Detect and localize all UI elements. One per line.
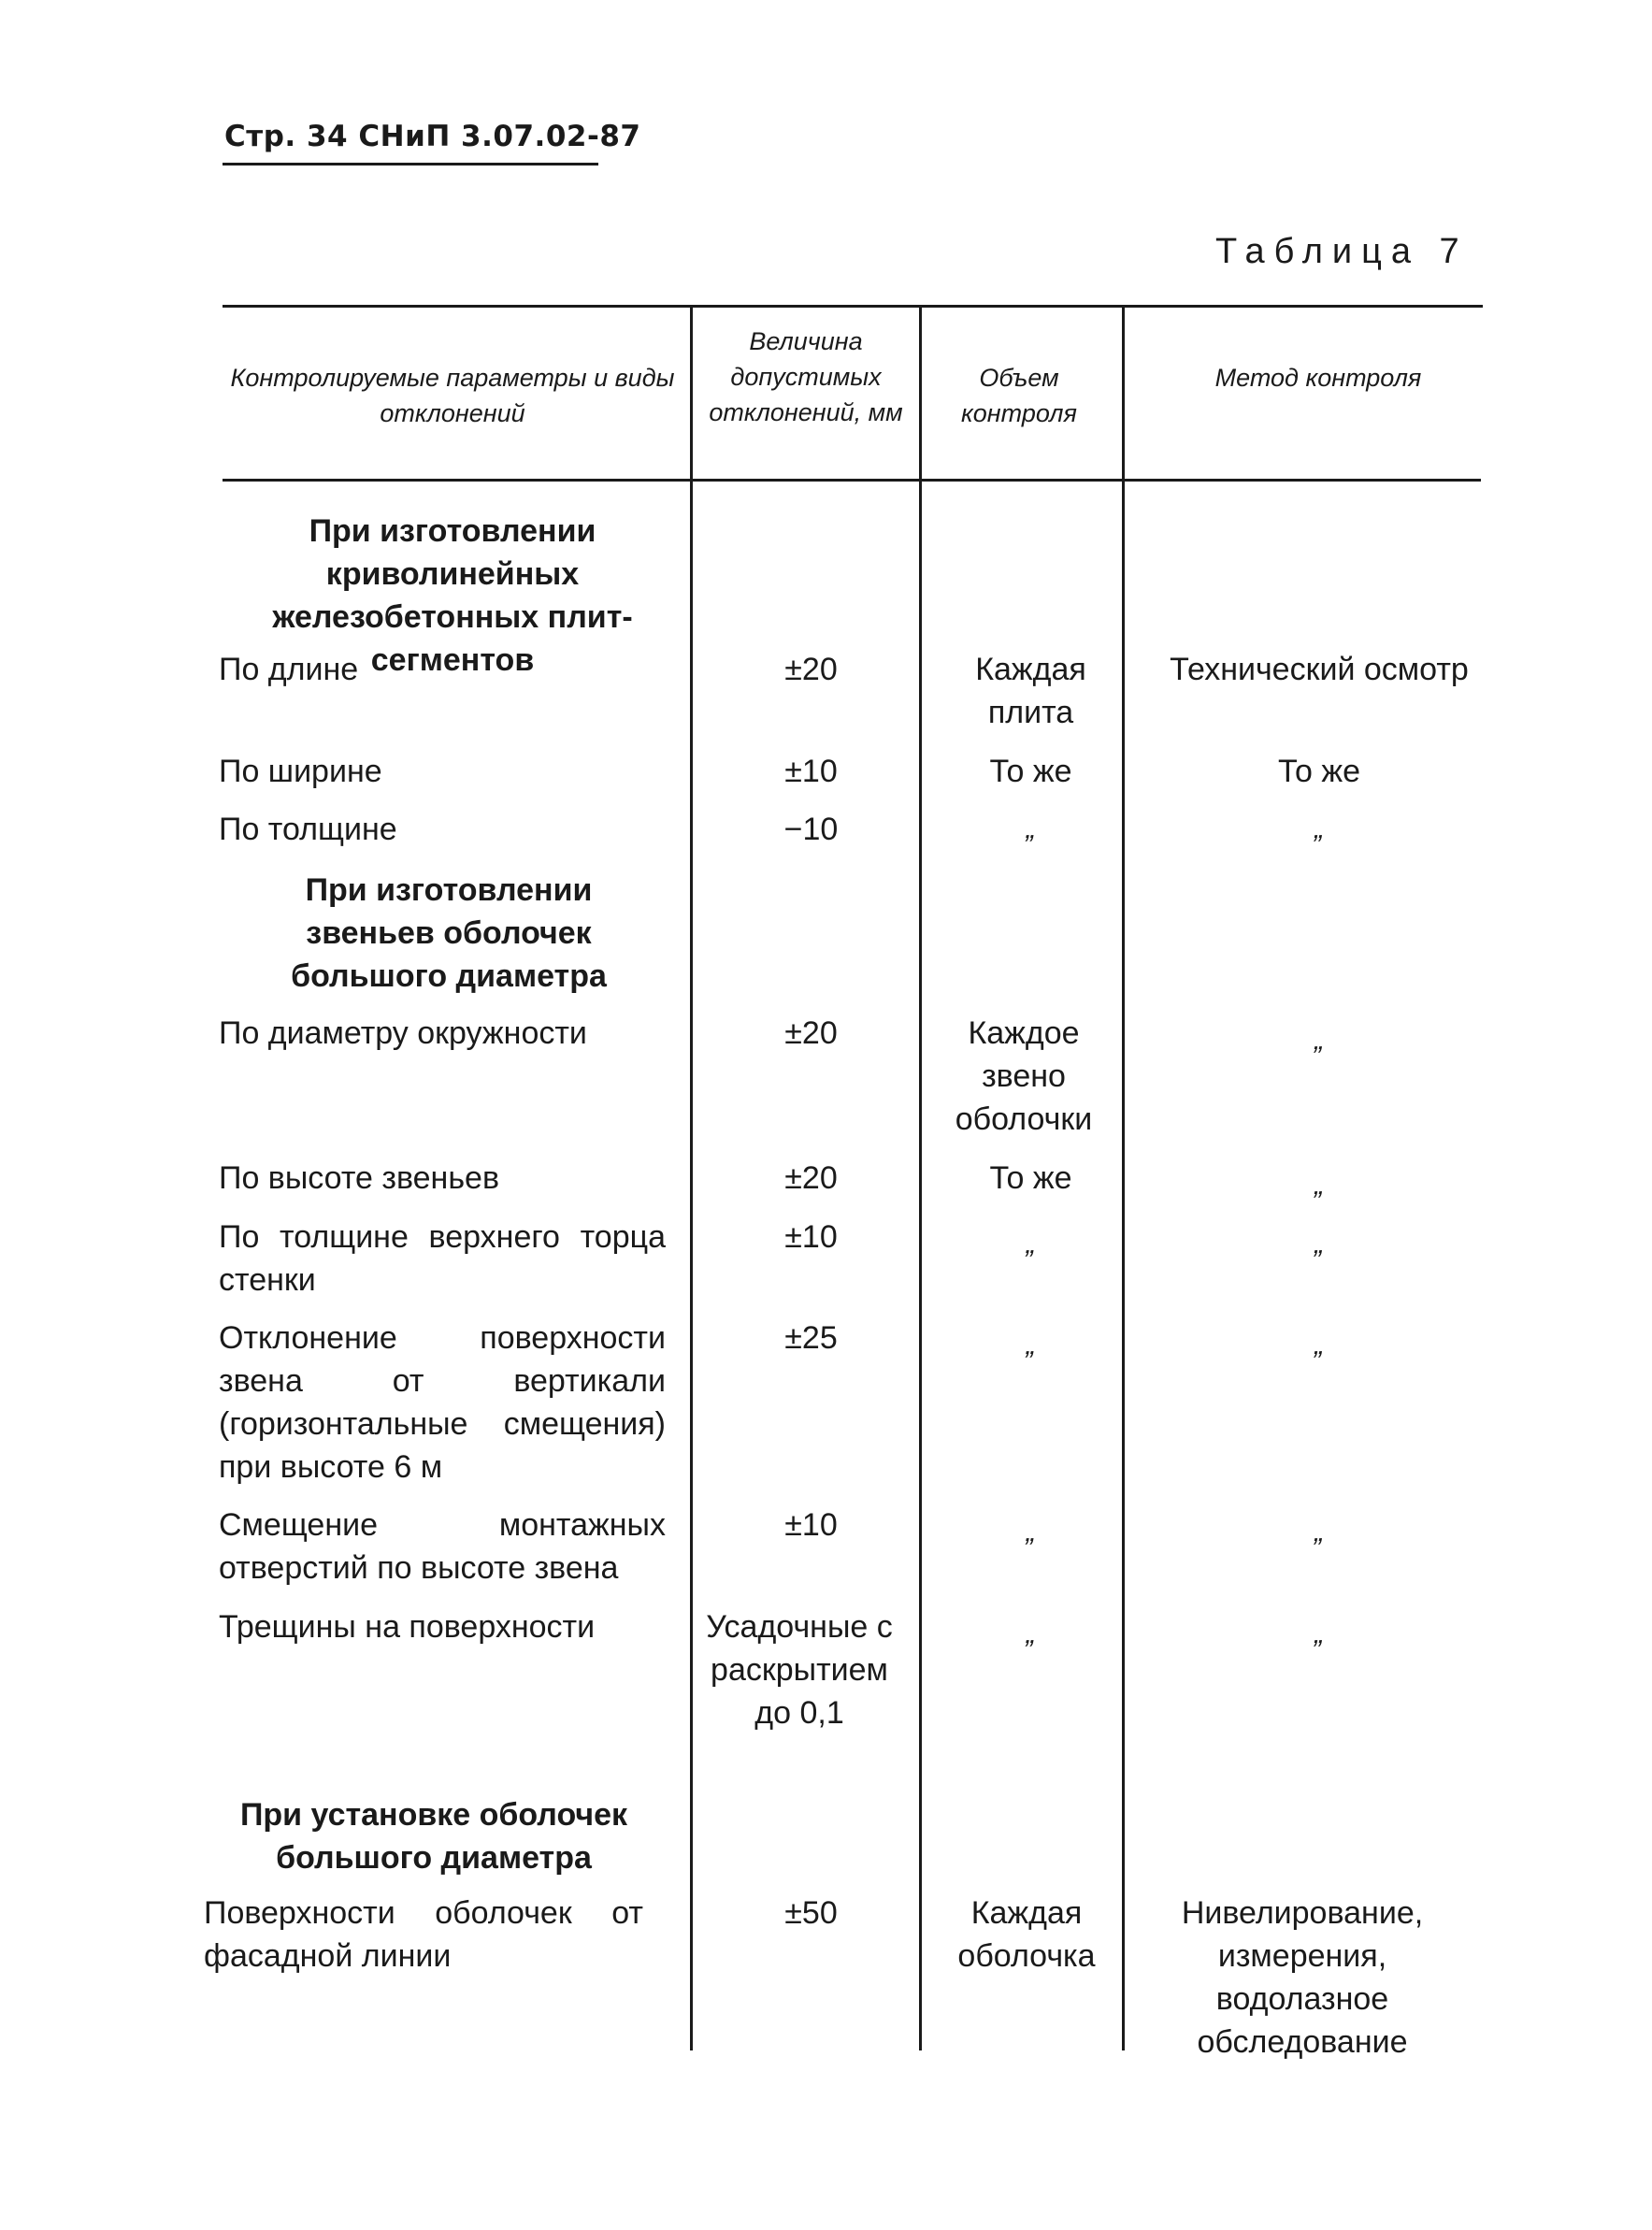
param-cell: Поверхности оболочек от фасадной линии	[204, 1895, 643, 1974]
header-bottom-rule	[223, 479, 1481, 482]
param-cell: По толщине	[219, 812, 397, 847]
tolerance-cell: ±10	[784, 1507, 838, 1543]
scope-cell: „	[1026, 813, 1036, 844]
scope-cell: Каждое звено оболочки	[955, 1015, 1093, 1137]
column-header-param: Контролируемые параметры и виды отклонений	[230, 364, 675, 427]
param-cell: Отклонение поверхности звена от вертикали (горизонтальные смещения) при высоте 6 м	[219, 1320, 666, 1485]
scope-cell: Каждая оболочка	[957, 1895, 1096, 1974]
param-cell: По длине	[219, 652, 359, 687]
scope-cell: „	[1026, 1229, 1036, 1259]
section-heading: При изготовлении звеньев оболочек большого диаметра	[291, 872, 607, 994]
method-cell: Нивелирование, измерения, водолазное обследование	[1181, 1895, 1424, 2060]
table-top-rule	[223, 305, 1483, 308]
column-header-method: Метод контроля	[1214, 364, 1422, 392]
scope-cell: То же	[989, 754, 1072, 789]
param-cell: Смещение монтажных отверстий по высоте звена	[219, 1507, 666, 1586]
method-cell: „	[1314, 1517, 1324, 1547]
method-cell: То же	[1277, 754, 1361, 789]
method-cell: „	[1314, 1619, 1324, 1649]
table-caption: Таблица 7	[1215, 232, 1469, 271]
tolerance-cell: ±20	[784, 1015, 838, 1051]
tolerance-cell: ±25	[784, 1320, 838, 1356]
method-cell: „	[1314, 1170, 1324, 1201]
method-cell: „	[1314, 1229, 1324, 1259]
method-cell: „	[1314, 1330, 1324, 1360]
tolerance-cell: −10	[783, 812, 839, 847]
tolerance-cell: ±10	[784, 754, 838, 789]
scope-cell: „	[1026, 1517, 1036, 1547]
param-cell: Трещины на поверхности	[219, 1609, 596, 1645]
header-rule	[223, 163, 598, 165]
tolerance-cell: ±50	[784, 1895, 838, 1931]
param-cell: По диаметру окружности	[219, 1015, 587, 1051]
scope-cell: „	[1026, 1330, 1036, 1360]
scope-cell: Каждая плита	[975, 652, 1086, 730]
param-cell: По высоте звеньев	[219, 1160, 500, 1196]
column-divider-1	[690, 307, 693, 2050]
column-header-tolerance: Величина допустимых отклонений, мм	[709, 327, 903, 426]
column-header-scope: Объем контроля	[961, 364, 1077, 427]
tolerance-cell: ±10	[784, 1219, 838, 1255]
section-heading: При изготовлении криволинейных железобетонных плит-сегментов	[272, 513, 633, 678]
section-heading: При установке оболочек большого диаметра	[239, 1797, 628, 1876]
param-cell: По ширине	[219, 754, 382, 789]
scope-cell: „	[1026, 1619, 1036, 1649]
scope-cell: То же	[989, 1160, 1072, 1196]
tolerance-cell: ±20	[784, 1160, 838, 1196]
tolerance-cell: ±20	[784, 652, 838, 687]
method-cell: Технический осмотр	[1170, 652, 1469, 687]
method-cell: „	[1314, 1025, 1324, 1056]
method-cell: „	[1314, 813, 1324, 844]
tolerance-cell: Усадочные с раскрытием до 0,1	[706, 1609, 893, 1731]
param-cell: По толщине верхнего торца стенки	[219, 1219, 666, 1298]
page-header: Стр. 34 СНиП 3.07.02-87	[224, 120, 641, 153]
